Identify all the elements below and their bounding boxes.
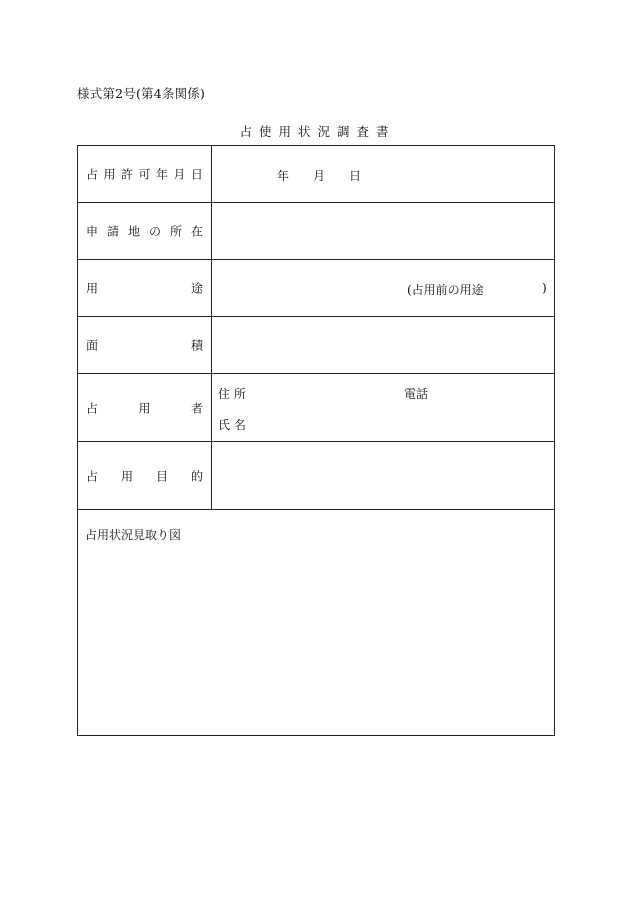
label-char: 占 xyxy=(86,469,99,483)
location-label xyxy=(78,203,212,259)
name-label: 氏 名 xyxy=(218,418,246,432)
area-field[interactable] xyxy=(212,317,554,373)
label-char: 占 xyxy=(86,401,99,415)
area-label xyxy=(78,317,212,373)
label-char: 占 xyxy=(86,167,99,182)
document-title: 占使用状況調査書 xyxy=(239,124,396,139)
label-char: 途 xyxy=(190,281,203,296)
location-field[interactable] xyxy=(212,203,554,259)
label-char: 目 xyxy=(155,469,168,483)
row-purpose xyxy=(78,442,554,510)
permit-date-field[interactable] xyxy=(212,146,554,202)
day-unit: 日 xyxy=(349,169,362,183)
label-char: 所 xyxy=(169,224,182,239)
label-char: 在 xyxy=(190,224,203,239)
survey-form-table xyxy=(77,145,555,736)
sketch-label: 占用状況見取り図 xyxy=(85,528,182,542)
label-char: 用 xyxy=(120,469,133,483)
label-char: 月 xyxy=(173,167,186,182)
label-char: 許 xyxy=(120,167,133,182)
previous-usage-close: ) xyxy=(542,281,547,295)
label-char: 積 xyxy=(190,338,203,353)
row-occupant xyxy=(78,374,554,442)
label-char: 用 xyxy=(103,167,116,182)
usage-field[interactable] xyxy=(212,260,554,316)
purpose-label xyxy=(78,442,212,509)
sketch-area[interactable] xyxy=(78,510,554,735)
label-char: 請 xyxy=(106,224,119,239)
occupant-field[interactable] xyxy=(212,374,554,441)
purpose-field[interactable] xyxy=(212,442,554,509)
label-char: 申 xyxy=(86,224,99,239)
occupant-label xyxy=(78,374,212,441)
label-char: 年 xyxy=(155,167,168,182)
label-char: 者 xyxy=(190,401,203,415)
row-area xyxy=(78,317,554,374)
permit-date-label xyxy=(78,146,212,202)
label-char: 日 xyxy=(190,167,203,182)
label-char: 面 xyxy=(86,338,99,353)
label-char: の xyxy=(148,224,161,239)
label-char: 的 xyxy=(190,469,203,483)
previous-usage-note: (占用前の用途 xyxy=(407,283,484,297)
row-usage xyxy=(78,260,554,317)
address-label: 住 所 xyxy=(218,387,246,401)
form-number: 様式第2号(第4条関係) xyxy=(77,86,206,101)
year-unit: 年 xyxy=(277,169,290,183)
usage-label xyxy=(78,260,212,316)
row-location xyxy=(78,203,554,260)
label-char: 用 xyxy=(86,281,99,296)
label-char: 用 xyxy=(138,401,151,415)
month-unit: 月 xyxy=(313,169,326,183)
label-char: 可 xyxy=(138,167,151,182)
phone-label: 電話 xyxy=(404,387,429,401)
label-char: 地 xyxy=(127,224,140,239)
row-permit-date xyxy=(78,146,554,203)
